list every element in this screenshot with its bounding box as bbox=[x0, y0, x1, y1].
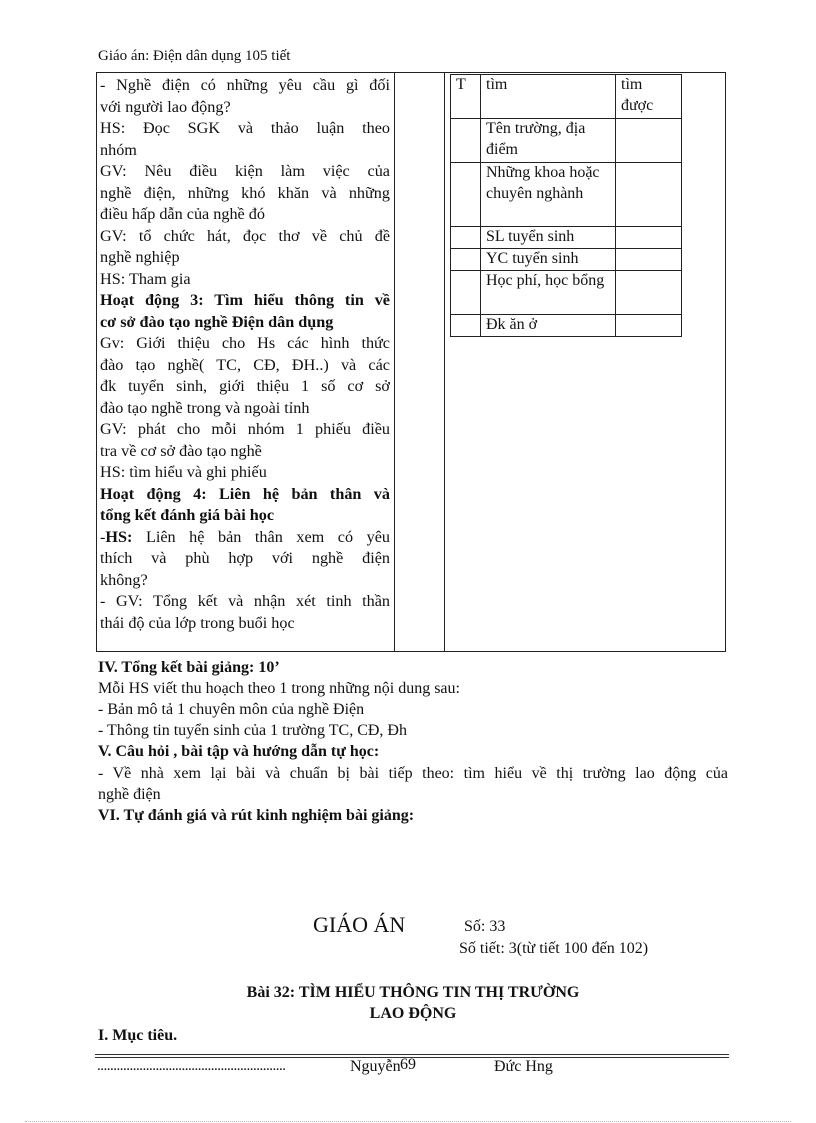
section-v-line: nghề điện bbox=[98, 786, 161, 803]
lesson-heading-continued: LAO ĐỘNG bbox=[369, 1005, 457, 1022]
survey-table-cell bbox=[616, 119, 682, 163]
activity-text-line: Gv: Giới thiệu cho Hs các hình thức bbox=[100, 334, 390, 352]
training-survey-table bbox=[450, 74, 682, 337]
survey-table-row bbox=[451, 75, 682, 119]
survey-table-cell bbox=[451, 271, 481, 315]
activity-text-line: GV: phát cho mỗi nhóm 1 phiếu điều bbox=[100, 420, 390, 438]
survey-table-cell: Học phí, học bổng bbox=[481, 271, 616, 315]
section-iv-heading: IV. Tổng kết bài giảng: 10’ bbox=[98, 659, 280, 676]
lesson-number: Số: 33 bbox=[464, 918, 506, 935]
activity-text-line: với người lao động? bbox=[100, 97, 231, 116]
activity-text-line: -HS: Liên hệ bản thân xem có yêu bbox=[100, 527, 390, 546]
survey-table-row bbox=[451, 249, 682, 271]
activity-text-line: điều hấp dẫn của nghề đó bbox=[100, 205, 265, 223]
activity-text-line: đào tạo nghề( TC, CĐ, ĐH..) và các bbox=[100, 355, 390, 374]
teacher-student-activities-column bbox=[97, 73, 395, 651]
activity-text-line: nghề điện, những khó khăn và những bbox=[100, 183, 390, 202]
speaker-label: HS: bbox=[105, 527, 133, 546]
survey-table-cell bbox=[616, 271, 682, 315]
lesson-periods: Số tiết: 3(từ tiết 100 đến 102) bbox=[459, 940, 649, 957]
lesson-activity-table bbox=[96, 72, 726, 652]
page-bottom-border bbox=[25, 1121, 791, 1122]
survey-table-cell bbox=[451, 163, 481, 227]
survey-table-cell: Đk ăn ở bbox=[481, 315, 616, 337]
empty-middle-column bbox=[395, 73, 445, 651]
footer-author-last: Đức Hng bbox=[494, 1058, 553, 1075]
survey-table-cell bbox=[616, 315, 682, 337]
activity-heading-line: Hoạt động 4: Liên hệ bản thân và bbox=[100, 484, 390, 503]
activity-text-line: thích và phù hợp với nghề điện bbox=[100, 549, 390, 567]
objectives-heading: I. Mục tiêu. bbox=[98, 1027, 178, 1044]
activity-text-line: - GV: Tổng kết và nhận xét tinh thần bbox=[100, 592, 390, 610]
footer-rule bbox=[95, 1054, 729, 1055]
survey-table-cell: Những khoa hoặc chuyên nghành bbox=[481, 163, 616, 227]
activity-text-line: tra về cơ sở đào tạo nghề bbox=[100, 441, 262, 460]
survey-table-row bbox=[451, 227, 682, 249]
activity-text-line: HS: Tham gia bbox=[100, 269, 191, 288]
survey-table-cell: YC tuyển sinh bbox=[481, 249, 616, 271]
section-v-line: - Về nhà xem lại bài và chuẩn bị bài tiếp theo: tìm hiểu về thị trường lao động của bbox=[98, 765, 728, 782]
survey-table-cell bbox=[616, 163, 682, 227]
activity-text-line: GV: tổ chức hát, đọc thơ về chủ đề bbox=[100, 226, 390, 245]
section-iv-item: - Thông tin tuyển sinh của 1 trường TC, CĐ, Đh bbox=[98, 722, 407, 739]
survey-table-cell bbox=[616, 249, 682, 271]
survey-table-cell bbox=[451, 315, 481, 337]
activity-text-line: nhóm bbox=[100, 140, 137, 159]
survey-table-row bbox=[451, 119, 682, 163]
section-iv-item: - Bản mô tả 1 chuyên môn của nghề Điện bbox=[98, 701, 365, 718]
lesson-plan-title: GIÁO ÁN bbox=[313, 912, 406, 937]
activity-heading-line: Hoạt động 3: Tìm hiểu thông tin về bbox=[100, 291, 390, 309]
activity-text-line: không? bbox=[100, 570, 148, 589]
survey-table-cell bbox=[451, 227, 481, 249]
activity-text-line: GV: Nêu điều kiện làm việc của bbox=[100, 162, 390, 180]
activity-text-line: - Nghề điện có những yêu cầu gì đối bbox=[100, 76, 390, 94]
survey-table-cell: SL tuyển sinh bbox=[481, 227, 616, 249]
footer-author-first: Nguyễn bbox=[350, 1058, 401, 1075]
survey-table-row bbox=[451, 163, 682, 227]
activity-heading-line: tổng kết đánh giá bài học bbox=[100, 506, 275, 524]
survey-table-cell: tìm được bbox=[616, 75, 682, 119]
survey-table-cell bbox=[451, 249, 481, 271]
footer-dots: .......................................................... bbox=[97, 1058, 286, 1074]
page-header: Giáo án: Điện dân dụng 105 tiết bbox=[98, 48, 291, 64]
survey-table-cell: T bbox=[451, 75, 481, 119]
survey-table-cell: tìm bbox=[481, 75, 616, 119]
activity-text-line: HS: tìm hiểu và ghi phiếu bbox=[100, 463, 267, 481]
activity-text-line: đk tuyển sinh, giới thiệu 1 số cơ sở bbox=[100, 377, 390, 395]
page-number: 69 bbox=[400, 1056, 416, 1073]
activity-text-line: nghề nghiệp bbox=[100, 248, 180, 266]
section-v-heading: V. Câu hỏi , bài tập và hướng dẫn tự học: bbox=[98, 743, 380, 760]
activity-heading-line: cơ sở đào tạo nghề Điện dân dụng bbox=[100, 312, 334, 331]
section-iv-intro: Mỗi HS viết thu hoạch theo 1 trong những nội dung sau: bbox=[98, 680, 460, 697]
lesson-heading: Bài 32: TÌM HIỂU THÔNG TIN THỊ TRƯỜNG bbox=[246, 984, 580, 1001]
survey-table-row bbox=[451, 315, 682, 337]
survey-table-cell: Tên trường, địa điểm bbox=[481, 119, 616, 163]
survey-table-row bbox=[451, 271, 682, 315]
section-vi-heading: VI. Tự đánh giá và rút kinh nghiệm bài giảng: bbox=[98, 807, 415, 824]
activity-text-line: thái độ của lớp trong buổi học bbox=[100, 613, 295, 632]
activity-text-line: HS: Đọc SGK và thảo luận theo bbox=[100, 119, 390, 137]
survey-column bbox=[445, 73, 725, 651]
activity-text-line: đào tạo nghề trong và ngoài tỉnh bbox=[100, 398, 310, 417]
survey-table-cell bbox=[616, 227, 682, 249]
survey-table-cell bbox=[451, 119, 481, 163]
